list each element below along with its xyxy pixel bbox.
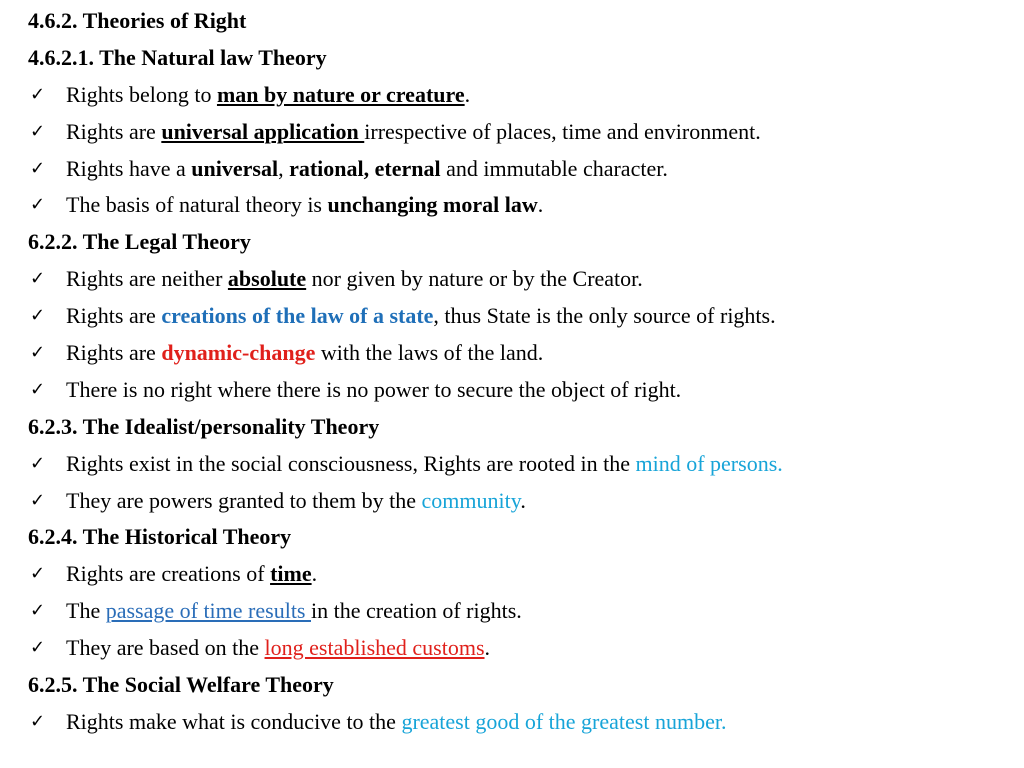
emphasis-text: mind of persons. <box>635 450 783 476</box>
bullet-item <box>28 114 1008 151</box>
emphasis-text: dynamic-change <box>161 340 316 366</box>
bullet-text: . <box>537 192 544 218</box>
bullet-text: with the laws of the land. <box>315 340 544 366</box>
heading-historical-theory: 6.2.4. The Historical Theory <box>28 524 292 550</box>
checkmark-icon: ✓ <box>30 83 46 105</box>
checkmark-icon: ✓ <box>30 194 46 216</box>
bullet-text: Rights are creations of <box>66 561 271 587</box>
heading-social-welfare-theory: 6.2.5. The Social Welfare Theory <box>28 672 334 698</box>
bullet-text: Rights are <box>66 303 162 329</box>
bullet-text: Rights are <box>66 340 162 366</box>
bullet-text: Rights exist in the social consciousness, Rights are rooted in the <box>66 450 636 476</box>
checkmark-icon: ✓ <box>30 637 46 659</box>
bullet-item <box>28 483 1008 520</box>
bullet-text: Rights are <box>66 118 162 144</box>
bullet-text: Rights belong to <box>66 81 217 107</box>
bullet-text: nor given by nature or by the Creator. <box>306 266 643 292</box>
bullet-item <box>28 630 1008 667</box>
bullet-text: in the creation of rights. <box>311 598 522 624</box>
emphasis-text: community <box>421 487 521 513</box>
bullet-item <box>28 187 1008 224</box>
bullet-text: They are powers granted to them by the <box>66 487 422 513</box>
bullet-text: The <box>66 598 106 624</box>
bullet-item <box>28 151 1008 188</box>
emphasis-text: creations of the law of a state <box>161 303 434 329</box>
bullet-text: . <box>520 487 526 513</box>
bullet-text: There is no right where there is no power to secure the object of right. <box>66 376 682 402</box>
emphasis-text: rational, eternal <box>289 155 441 181</box>
bullet-item <box>28 261 1008 298</box>
checkmark-icon: ✓ <box>30 342 46 364</box>
bullet-item <box>28 446 1008 483</box>
emphasis-text: passage of time results <box>105 598 311 624</box>
emphasis-text: man by nature or creature <box>216 81 465 107</box>
bullet-item <box>28 593 1008 630</box>
bullet-item <box>28 556 1008 593</box>
emphasis-text: unchanging moral law <box>327 192 538 218</box>
checkmark-icon: ✓ <box>30 563 46 585</box>
bullet-text: The basis of natural theory is <box>66 192 328 218</box>
emphasis-text: absolute <box>227 266 307 292</box>
bullet-item <box>28 372 1008 409</box>
bullet-item <box>28 298 1008 335</box>
emphasis-text: time <box>270 561 312 587</box>
bullet-text: , thus State is the only source of rights. <box>433 303 776 329</box>
heading-legal-theory: 6.2.2. The Legal Theory <box>28 229 251 255</box>
checkmark-icon: ✓ <box>30 305 46 327</box>
heading-natural-law-theory: 4.6.2.1. The Natural law Theory <box>28 44 327 70</box>
bullet-item <box>28 77 1008 114</box>
slide-content <box>28 3 1008 741</box>
bullet-text: They are based on the <box>66 635 265 661</box>
bullet-text: and immutable character. <box>440 155 668 181</box>
bullet-item <box>28 704 1008 741</box>
checkmark-icon: ✓ <box>30 452 46 474</box>
bullet-text: . <box>464 81 471 107</box>
bullet-text: Rights have a <box>66 155 192 181</box>
bullet-item <box>28 335 1008 372</box>
emphasis-text: greatest good of the greatest number. <box>401 708 727 734</box>
bullet-text: irrespective of places, time and environment. <box>364 118 761 144</box>
checkmark-icon: ✓ <box>30 157 46 179</box>
bullet-text: . <box>311 561 318 587</box>
emphasis-text: universal <box>191 155 279 181</box>
heading-theories-of-right: 4.6.2. Theories of Right <box>28 8 247 33</box>
heading-idealist-personality-theory: 6.2.3. The Idealist/personality Theory <box>28 413 380 439</box>
bullet-text: Rights are neither <box>66 266 228 292</box>
emphasis-text: long established customs <box>264 635 485 661</box>
checkmark-icon: ✓ <box>30 268 46 290</box>
bullet-text: . <box>484 635 491 661</box>
checkmark-icon: ✓ <box>30 600 46 622</box>
checkmark-icon: ✓ <box>30 120 46 142</box>
checkmark-icon: ✓ <box>30 489 46 511</box>
bullet-text: , <box>278 155 290 181</box>
emphasis-text: universal application <box>161 118 365 144</box>
checkmark-icon: ✓ <box>30 710 46 732</box>
bullet-text: Rights make what is conducive to the <box>66 708 402 734</box>
checkmark-icon: ✓ <box>30 378 46 400</box>
